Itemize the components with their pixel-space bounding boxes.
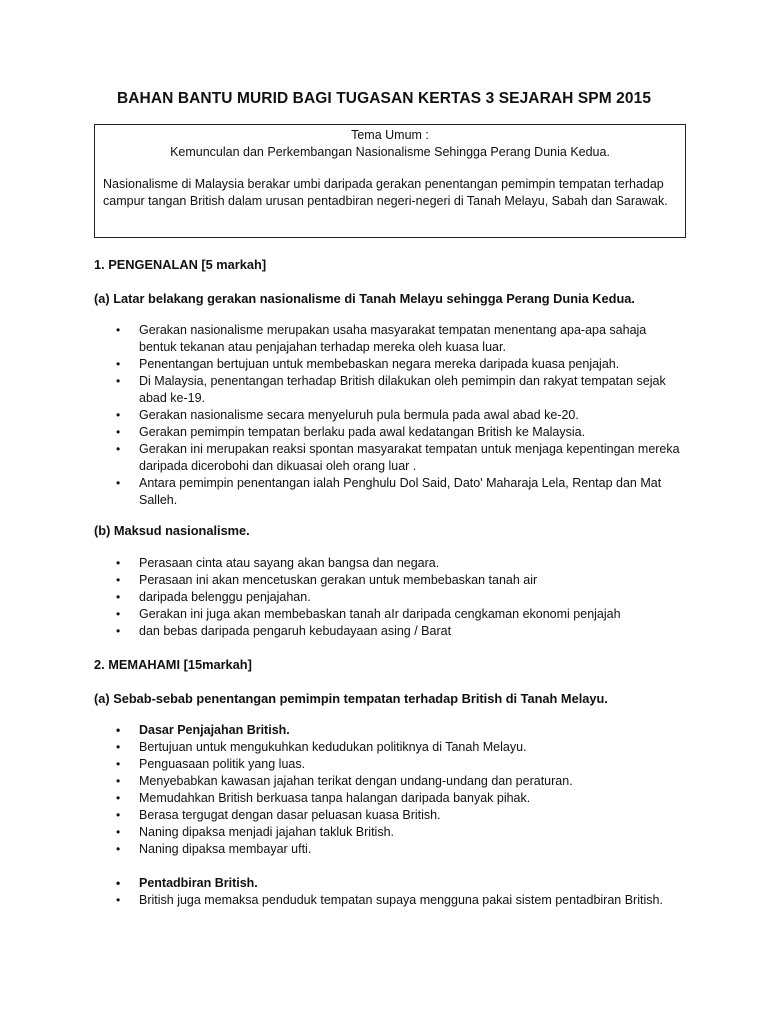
list-item: • Penentangan bertujuan untuk membebaskan negara mereka daripada kuasa penjajah. (116, 357, 620, 371)
bullet-icon: • (116, 556, 121, 570)
bullet-icon: • (116, 740, 121, 754)
bullet-icon: • (116, 374, 121, 388)
list-spacer (94, 858, 680, 875)
list-item: • Naning dipaksa menjadi jajahan takluk British. (116, 825, 395, 839)
list-item: • Gerakan nasionalisme merupakan usaha masyarakat tempatan menentang apa-apa sahaja bentuk tekanan atau penjajahan terhadap mereka oleh kuasa luar. (116, 323, 647, 354)
section2a-heading: (a) Sebab-sebab penentangan pemimpin tempatan terhadap British di Tanah Melayu. (94, 691, 608, 706)
list-item: • Menyebabkan kawasan jajahan terikat dengan undang-undang dan peraturan. (116, 774, 573, 788)
bullet-icon: • (116, 590, 121, 604)
section1-heading: 1. PENGENALAN [5 markah] (94, 257, 267, 272)
bullet-icon: • (116, 876, 121, 890)
list-item: • dan bebas daripada pengaruh kebudayaan asing / Barat (116, 624, 452, 638)
section2-heading: 2. MEMAHAMI [15markah] (94, 657, 252, 672)
bullet-icon: • (116, 774, 121, 788)
list-item: • Penguasaan politik yang luas. (116, 757, 306, 771)
bullet-icon: • (116, 893, 121, 907)
list-item: • British juga memaksa penduduk tempatan supaya mengguna pakai sistem pentadbiran British. (116, 893, 663, 907)
list-item: • daripada belenggu penjajahan. (116, 590, 311, 604)
bullet-icon: • (116, 723, 121, 737)
bullet-icon: • (116, 791, 121, 805)
document-title: BAHAN BANTU MURID BAGI TUGASAN KERTAS 3 SEJARAH SPM 2015 (116, 90, 652, 107)
section2a-list (94, 722, 680, 909)
list-item: • Naning dipaksa membayar ufti. (116, 842, 312, 856)
list-item: • Gerakan pemimpin tempatan berlaku pada awal kedatangan British ke Malaysia. (116, 425, 586, 439)
list-item: • Gerakan nasionalisme secara menyeluruh pula bermula pada awal abad ke-20. (116, 408, 579, 422)
list-item: • Perasaan cinta atau sayang akan bangsa dan negara. (116, 556, 440, 570)
list-item: • Gerakan ini merupakan reaksi spontan masyarakat tempatan untuk menjaga kepentingan mereka daripada dicerobohi dan dikuasai oleh orang luar . (116, 442, 680, 473)
bullet-icon: • (116, 607, 121, 621)
list-item: • Bertujuan untuk mengukuhkan kedudukan politiknya di Tanah Melayu. (116, 740, 527, 754)
theme-paragraph: Nasionalisme di Malaysia berakar umbi daripada gerakan penentangan pemimpin tempatan terhadap campur tangan British dalam urusan pentadbiran negeri-negeri di Tanah Melayu, Sabah dan Sarawak. (103, 177, 668, 208)
bullet-icon: • (116, 408, 121, 422)
theme-label: Tema Umum : (351, 128, 429, 142)
bullet-icon: • (116, 476, 121, 490)
bullet-icon: • (116, 808, 121, 822)
section1a-list (94, 322, 680, 509)
theme-box (94, 124, 686, 238)
bullet-icon: • (116, 825, 121, 839)
theme-text: Kemunculan dan Perkembangan Nasionalisme Sehingga Perang Dunia Kedua. (170, 144, 610, 159)
section1b-list (94, 555, 680, 640)
section1b-heading: (b) Maksud nasionalisme. (94, 523, 250, 538)
bullet-icon: • (116, 442, 121, 456)
section1a-heading: (a) Latar belakang gerakan nasionalisme di Tanah Melayu sehingga Perang Dunia Kedua. (94, 291, 635, 306)
bullet-icon: • (116, 323, 121, 337)
bullet-icon: • (116, 425, 121, 439)
bullet-icon: • (116, 842, 121, 856)
bullet-icon: • (116, 357, 121, 371)
list-item-group-title: • Dasar Penjajahan British. (116, 723, 290, 737)
list-item-group-title: • Pentadbiran British. (116, 876, 258, 890)
bullet-icon: • (116, 624, 121, 638)
bullet-icon: • (116, 757, 121, 771)
list-item: • Berasa tergugat dengan dasar peluasan kuasa British. (116, 808, 441, 822)
bullet-icon: • (116, 573, 121, 587)
list-item: • Antara pemimpin penentangan ialah Penghulu Dol Said, Dato' Maharaja Lela, Rentap dan Mat Salleh. (116, 476, 662, 507)
list-item: • Memudahkan British berkuasa tanpa halangan daripada banyak pihak. (116, 791, 531, 805)
list-item: • Gerakan ini juga akan membebaskan tanah aIr daripada cengkaman ekonomi penjajah (116, 607, 621, 621)
list-item: • Perasaan ini akan mencetuskan gerakan untuk membebaskan tanah air (116, 573, 538, 587)
list-item: • Di Malaysia, penentangan terhadap British dilakukan oleh pemimpin dan rakyat tempatan sejak abad ke-19. (116, 374, 666, 405)
